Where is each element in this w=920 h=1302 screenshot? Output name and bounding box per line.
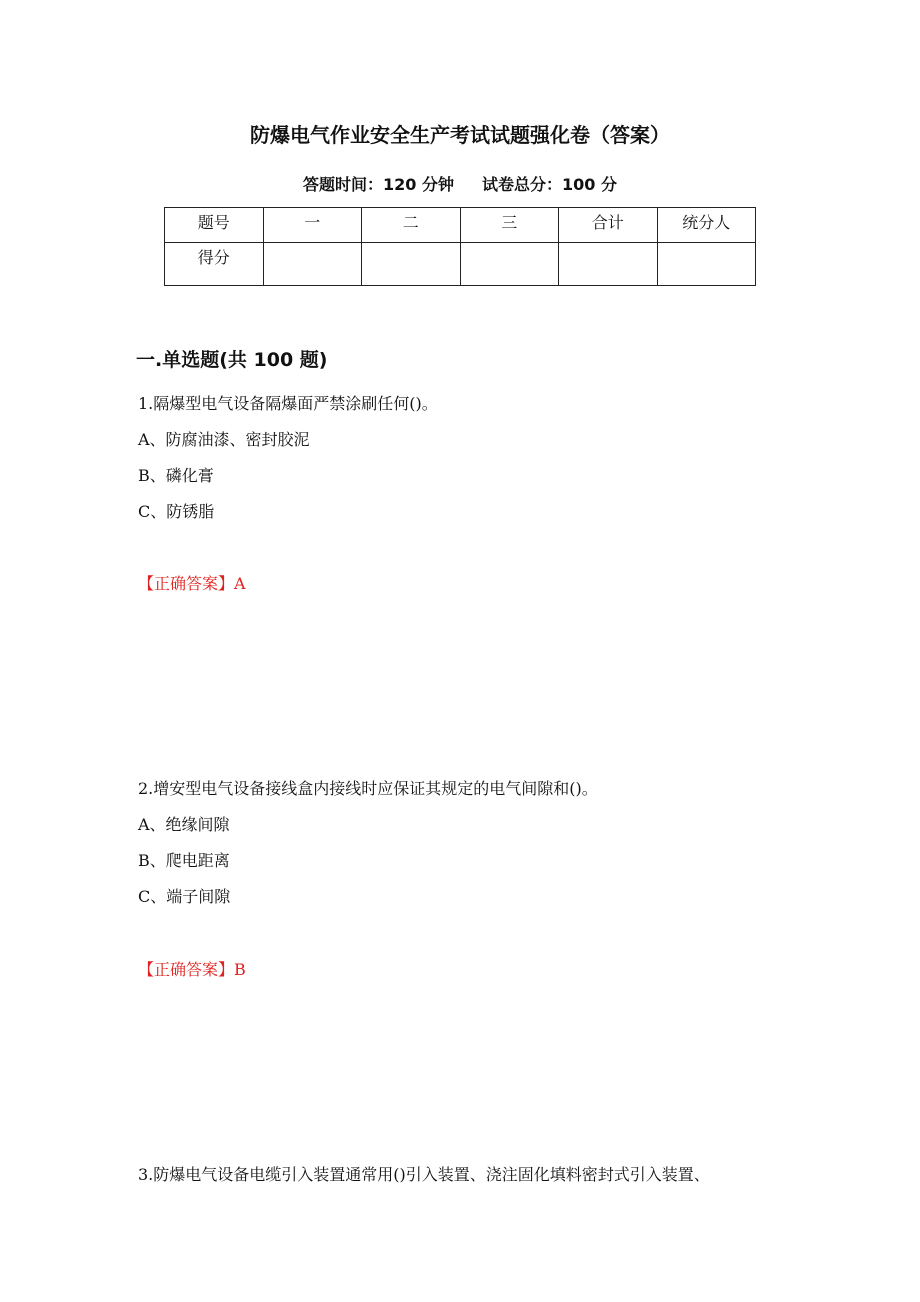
score-cell: [657, 243, 756, 286]
question-1-text: 1.隔爆型电气设备隔爆面严禁涂刷任何()。: [138, 394, 438, 413]
score-table-header-row: [165, 208, 756, 243]
score-row-label: 得分: [165, 243, 264, 286]
document-title: 防爆电气作业安全生产考试试题强化卷（答案）: [250, 123, 670, 147]
question-1-option-c: C、防锈脂: [138, 502, 215, 521]
score-cell: [263, 243, 362, 286]
question-1-option-a: A、防腐油漆、密封胶泥: [138, 430, 310, 449]
score-table: [164, 207, 756, 286]
score-cell: [559, 243, 658, 286]
score-table-header-cell: 题号: [165, 208, 264, 243]
question-2-answer: 【正确答案】B: [138, 960, 246, 979]
question-2-text: 2.增安型电气设备接线盒内接线时应保证其规定的电气间隙和()。: [138, 779, 598, 798]
question-3-text: 3.防爆电气设备电缆引入装置通常用()引入装置、浇注固化填料密封式引入装置、: [138, 1165, 710, 1184]
exam-total-score: 试卷总分：100 分: [482, 175, 617, 194]
score-cell: [460, 243, 559, 286]
score-table-header-cell: 一: [263, 208, 362, 243]
score-table-header-cell: 二: [362, 208, 461, 243]
question-1-option-b: B、磷化膏: [138, 466, 214, 485]
score-table-header-cell: 统分人: [657, 208, 756, 243]
section-heading: 一.单选题(共 100 题): [136, 349, 328, 371]
question-2-option-c: C、端子间隙: [138, 887, 231, 906]
score-cell: [362, 243, 461, 286]
score-table-score-row: [165, 243, 756, 286]
score-table-header-cell: 合计: [559, 208, 658, 243]
question-1-answer: 【正确答案】A: [138, 574, 246, 593]
question-2-option-a: A、绝缘间隙: [138, 815, 230, 834]
score-table-header-cell: 三: [460, 208, 559, 243]
exam-time: 答题时间：120 分钟: [303, 175, 454, 194]
exam-meta: [0, 172, 920, 198]
question-2-option-b: B、爬电距离: [138, 851, 230, 870]
